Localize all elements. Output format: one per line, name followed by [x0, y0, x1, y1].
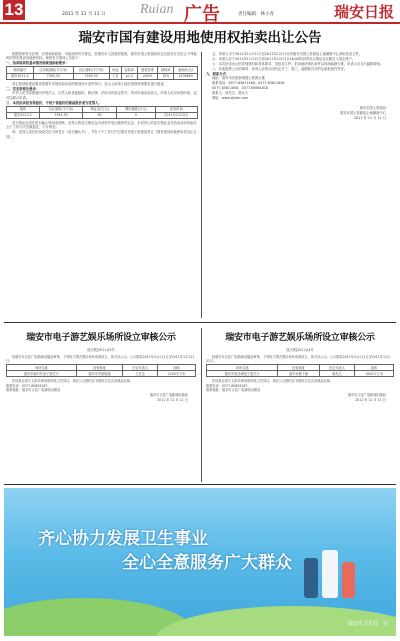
notice-paragraph: 四、竞得人须在拍卖成交后当场签订《成交确认书》，并在十个工作日内与瑞安市国土资源局签订《国有建设用地使用权出让合同》。 [6, 130, 197, 139]
table-header-cell: 地块 [7, 106, 40, 112]
left-notice-address: 联系地址：瑞安市文化广电新闻出版局 [6, 388, 61, 393]
right-notice-title: 瑞安市电子游艺娱乐场所设立审核公示 [225, 332, 375, 342]
newspaper-logo: 瑞安日报 [333, 5, 394, 21]
right-notice-address: 联系地址：瑞安市文化广电新闻出版局 [206, 388, 261, 393]
table-header-cell: 总用地面积(平方米) [33, 67, 73, 73]
signature-date: 2011 年 11 月 11 日 [354, 116, 386, 121]
left-notice-paragraph: 任何单位或个人如对该场所的设立有异议，请在公示期内以书面形式实名向我局反映。 [12, 379, 134, 384]
contact-address: 地址：瑞安市安阳新城国土资源大楼 [212, 76, 265, 81]
table-header-cell: 面积 [158, 365, 196, 371]
table-cell: 工业 [109, 73, 121, 79]
table-header-cell: 场所名称 [7, 365, 77, 371]
notice-section-2: 二、竞买资格及要求： [6, 86, 39, 91]
notice-paragraph: 中华人民共和国境内外的法人、自然人和其他组织，除法律、法规另有规定的外，均可申请参加竞买。申请人可以单独申请，也可以联合申请。 [6, 91, 197, 100]
section-name: Ruian [140, 2, 174, 17]
right-notice-paragraph: 任何单位或个人如对该场所的设立有异议，请在公示期内以书面形式实名向我局反映。 [212, 379, 334, 384]
column-divider [201, 52, 202, 318]
notice-title: 瑞安市国有建设用地使用权拍卖出让公告 [78, 30, 322, 45]
table-row [7, 112, 198, 118]
left-notice-table [6, 364, 196, 377]
table-cell: 5 [117, 112, 156, 118]
page-category: 广告 [184, 4, 220, 24]
table-header-cell: 面积 [355, 365, 394, 371]
banner-figure [304, 558, 318, 598]
table-header-cell: 经营地址 [278, 365, 319, 371]
right-notice-table [206, 364, 394, 377]
right-notice-paragraph: 经瑞安市文化广电新闻出版局审核，下列电子游艺娱乐场所申请设立，现予以公示。公示期自2011年11月11日至2011年11月21日。 [206, 355, 391, 364]
left-notice-phone: 联系电话：0577-65893187 [6, 383, 48, 388]
left-notice-paragraph: 经瑞安市文化广电新闻出版局审核，下列电子游艺娱乐场所申请设立，现予以公示。公示期自2011年11月11日至2011年11月21日。 [6, 355, 195, 364]
table-cell: 2011年12月2日 [155, 112, 197, 118]
notice-paragraph: 其它规划和建设要求按瑞安市规划局出具的规划设计条件执行；竞买人取得土地后须按规划要求进行建设。 [12, 81, 167, 86]
editor-credit: 责任编辑：林小青 [238, 12, 274, 17]
table-cell: 7393.33 [33, 73, 73, 79]
banner-sponsor: 瑞安市卫生局 宣 [347, 621, 388, 627]
table-cell: ≥50% [137, 73, 157, 79]
table-cell: 83 [83, 112, 117, 118]
table-cell: 7393.33 [39, 112, 83, 118]
notice-intro: 根据国家有关法律、法规和省政府、市政府的有关规定，经瑞安市人民政府批准，瑞安市国土资源局决定以拍卖方式出让下列地块的国有建设用地使用权。现将有关事项公告如下： [6, 52, 197, 61]
contact-tel: 联系电话：0577-65611168、0577-65611658 [212, 81, 285, 86]
deposit-table [6, 106, 198, 119]
table-header-cell: 用途 [109, 67, 121, 73]
banner-slogan-2: 全心全意服务广大群众 [122, 553, 292, 572]
notice-section-3: 三、本次拍卖设有保留价，不低于保留价的最高报价者为竞得人。 [6, 100, 102, 105]
left-notice-number: 瑞文娱[2011]13号 [87, 348, 115, 352]
table-header-cell: 容积率 [121, 67, 137, 73]
notice-paragraph: 五、申请人可于2011年11月11日至2011年12月1日到瑞安市国土资源局土地储备中心获取拍卖文件。 [212, 52, 363, 56]
table-cell: 4136663 [174, 73, 198, 79]
table-cell: 10% [158, 73, 174, 79]
table-row [7, 73, 198, 79]
left-notice-title: 瑞安市电子游艺娱乐场所设立审核公示 [26, 332, 176, 342]
table-row [207, 371, 394, 377]
right-notice-signature: 瑞安市文化广电新闻出版局 [347, 393, 386, 398]
table-header-cell: 出让面积(平方米) [73, 67, 109, 73]
notice-section-1: 一、拍卖地块的基本情况和规划指标要求： [6, 61, 69, 66]
notice-paragraph: 八、其他需要公告的事项：竞得人应按合同约定开工、竣工，逾期按合同约定承担违约责任。 [212, 66, 348, 71]
banner-figure [322, 550, 338, 598]
table-header-cell: 出让面积(平方米) [39, 106, 83, 112]
issue-date: 2011 年 11 月 11 日 [62, 12, 106, 17]
page-number: 13 [4, 0, 24, 19]
table-header-cell: 场所名称 [207, 365, 278, 371]
right-notice-phone: 联系电话：0577-65893187 [206, 383, 248, 388]
table-header-cell: 保证金(万元) [83, 106, 117, 112]
parcel-table [6, 66, 198, 79]
right-notice [206, 330, 394, 402]
table-header-cell: 地块编号 [7, 67, 34, 73]
signature-center: 瑞安市国土资源局土地储备中心 [339, 111, 386, 116]
contact-phone: 0577-65611658、0577-65661618 [212, 86, 269, 91]
section-divider [4, 484, 396, 485]
left-notice-signature: 瑞安市文化广电新闻出版局 [149, 393, 188, 398]
table-cell: 1000平方米 [355, 371, 394, 377]
contact-website: 网址：www.zjtdsc.com [212, 96, 249, 101]
table-header-cell: 建筑密度 [137, 67, 157, 73]
table-cell: 1200平方米 [158, 371, 196, 377]
table-header-cell: 经营地址 [76, 365, 122, 371]
right-notice-date: 2011 年 11 月 11 日 [355, 397, 386, 402]
notice-column-left [6, 52, 198, 139]
notice-column-right [206, 52, 394, 121]
table-cell: ≥1.5 [121, 73, 137, 79]
table-cell: 瑞安市欢乐城电子游艺厅 [207, 371, 278, 377]
notice-contact-heading: 九、联系方式： [206, 71, 230, 76]
banner-slogan-1: 齐心协力发展卫生事业 [38, 529, 208, 548]
left-notice [6, 330, 196, 402]
table-cell: 瑞安2011-S [7, 112, 40, 118]
notice-paragraph: 竞买保证金须在报名截止时间前到账，竞得人的竞买保证金自动转作受让地块的定金，未竞得人的竞买保证金在拍卖活动结束后五个工作日内全额退还，不计利息。 [6, 121, 197, 130]
signature-authority: 瑞安市国土资源局 [359, 106, 386, 111]
table-header-cell: 绿地率 [158, 67, 174, 73]
table-header-cell: 法定代表人 [123, 365, 158, 371]
table-cell: 7393.33 [73, 73, 109, 79]
page-header [0, 0, 400, 24]
notice-paragraph: 七、本次拍卖出让的详细资料和具体要求，见拍卖文件。拍卖地块现状条件以现场踏勘为准，申请人应自行踏勘现场。 [212, 61, 384, 66]
table-header-cell: 增价幅度(万元) [117, 106, 156, 112]
table-cell: 瑞安市安阳街道 [76, 371, 122, 377]
banner-figure [342, 562, 355, 598]
table-header-cell: 拍卖时间 [155, 106, 197, 112]
notice-paragraph: 六、申请人应于2011年11月11日至2011年12月1日16:00时前将竞买保证金足额交入指定账户。 [212, 56, 356, 61]
table-cell: 王先生 [123, 371, 158, 377]
table-header-cell: 法定代表人 [319, 365, 354, 371]
table-row [7, 371, 196, 377]
health-banner-ad [4, 488, 396, 636]
table-header-cell: 起始价(元) [174, 67, 198, 73]
table-cell: 陈先生 [319, 371, 354, 377]
contact-person: 联系人：林先生、陈女士 [212, 91, 249, 96]
column-divider [201, 328, 202, 482]
table-cell: 瑞安市新时代电子游艺厅 [7, 371, 77, 377]
table-cell: 瑞安市塘下镇 [278, 371, 319, 377]
table-cell: 瑞安2011-S [7, 73, 34, 79]
right-notice-number: 瑞文娱[2011]14号 [286, 348, 314, 352]
left-notice-date: 2011 年 11 月 11 日 [157, 397, 188, 402]
section-divider [4, 322, 396, 323]
